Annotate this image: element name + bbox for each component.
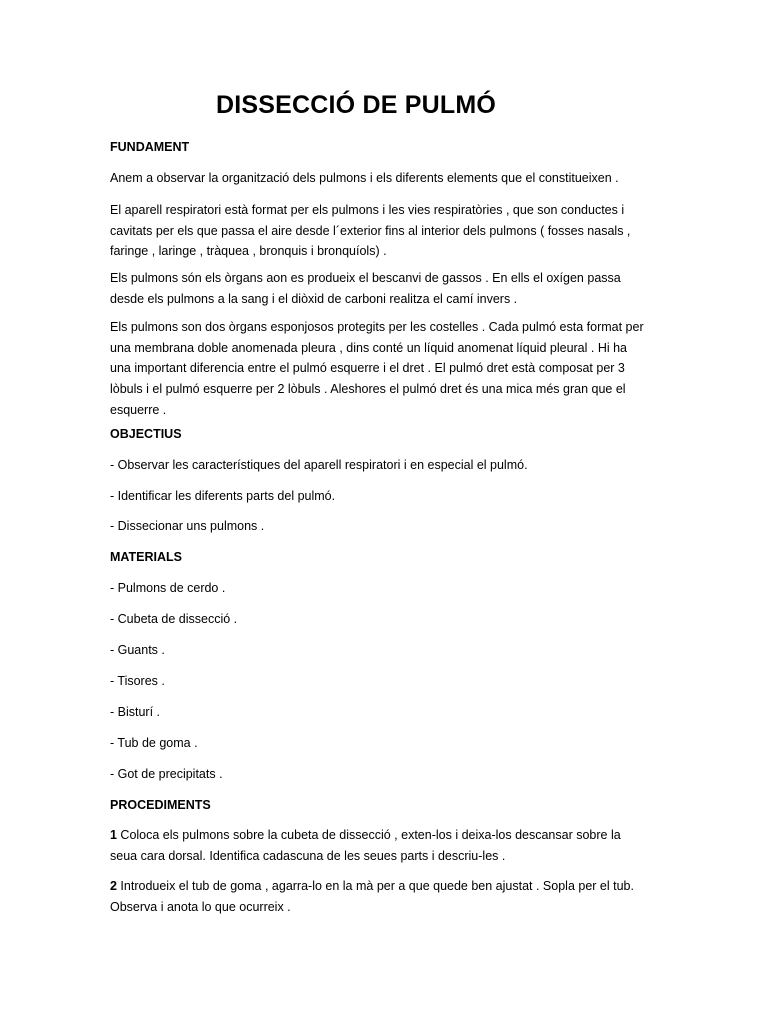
procedure-step-2 xyxy=(110,876,634,917)
paragraph-line: una membrana doble anomenada pleura , dins conté un líquid anomenat líquid pleural . Hi ha xyxy=(110,340,628,355)
step-text: Coloca els pulmons sobre la cubeta de dissecció , exten-los i deixa-los descansar sobre la xyxy=(116,828,621,842)
list-item: - Guants . xyxy=(110,643,165,657)
step-number: 1 xyxy=(110,828,117,842)
list-item: - Tub de goma . xyxy=(110,736,198,750)
paragraph-respiratory-system xyxy=(110,200,630,262)
list-item: - Pulmons de cerdo . xyxy=(110,581,226,595)
paragraph-lung-anatomy xyxy=(110,317,644,421)
list-item: - Dissecionar uns pulmons . xyxy=(110,519,265,533)
list-item: - Cubeta de dissecció . xyxy=(110,612,238,626)
document-title: DISSECCIÓ DE PULMÓ xyxy=(216,91,497,119)
paragraph-line xyxy=(110,876,634,897)
paragraph-line: lòbuls i el pulmó esquerre per 2 lòbuls . Aleshores el pulmó dret és una mica més gran que el xyxy=(110,382,626,397)
paragraph-intro xyxy=(110,168,619,189)
paragraph-line: Observa i anota lo que ocurreix . xyxy=(110,899,291,914)
paragraph-line: seua cara dorsal. Identifica cadascuna de les seues parts i descriu-les . xyxy=(110,848,506,863)
paragraph-line: desde els pulmons a la sang i el diòxid de carboni realitza el camí invers . xyxy=(110,291,518,306)
paragraph-line: El aparell respiratori està format per els pulmons i les vies respiratòries , que son conductes i xyxy=(110,203,625,217)
paragraph-line: Anem a observar la organització dels pulmons i els diferents elements que el constitueixen . xyxy=(110,171,619,185)
step-text: Introdueix el tub de goma , agarra-lo en la mà per a que quede ben ajustat . Sopla per el tub. xyxy=(116,879,634,893)
paragraph-line: Els pulmons són els òrgans aon es produeix el bescanvi de gassos . En ells el oxígen passa xyxy=(110,271,621,285)
paragraph-line: cavitats per els que passa el aire desde l´exterior fins al interior dels pulmons ( fosses nasals , xyxy=(110,223,631,238)
list-item: - Tisores . xyxy=(110,674,165,688)
list-item: - Observar les característiques del aparell respiratori i en especial el pulmó. xyxy=(110,458,528,472)
step-number: 2 xyxy=(110,879,117,893)
procedure-step-1 xyxy=(110,825,621,866)
list-item: - Got de precipitats . xyxy=(110,767,223,781)
section-heading-procediments: PROCEDIMENTS xyxy=(110,798,211,812)
paragraph-line: una important diferencia entre el pulmó esquerre i el dret . El pulmó dret està composat per 3 xyxy=(110,361,625,376)
list-item: - Identificar les diferents parts del pulmó. xyxy=(110,489,336,503)
paragraph-line: esquerre . xyxy=(110,402,167,417)
list-item: - Bisturí . xyxy=(110,705,161,719)
paragraph-line: faringe , laringe , tràquea , bronquis i bronquíols) . xyxy=(110,244,387,259)
section-heading-objectius: OBJECTIUS xyxy=(110,427,182,441)
section-heading-materials: MATERIALS xyxy=(110,550,182,564)
section-heading-fundament: FUNDAMENT xyxy=(110,140,190,154)
paragraph-line xyxy=(110,825,621,846)
paragraph-gas-exchange xyxy=(110,268,621,309)
paragraph-line: Els pulmons son dos òrgans esponjosos protegits per les costelles . Cada pulmó esta format per xyxy=(110,320,644,334)
